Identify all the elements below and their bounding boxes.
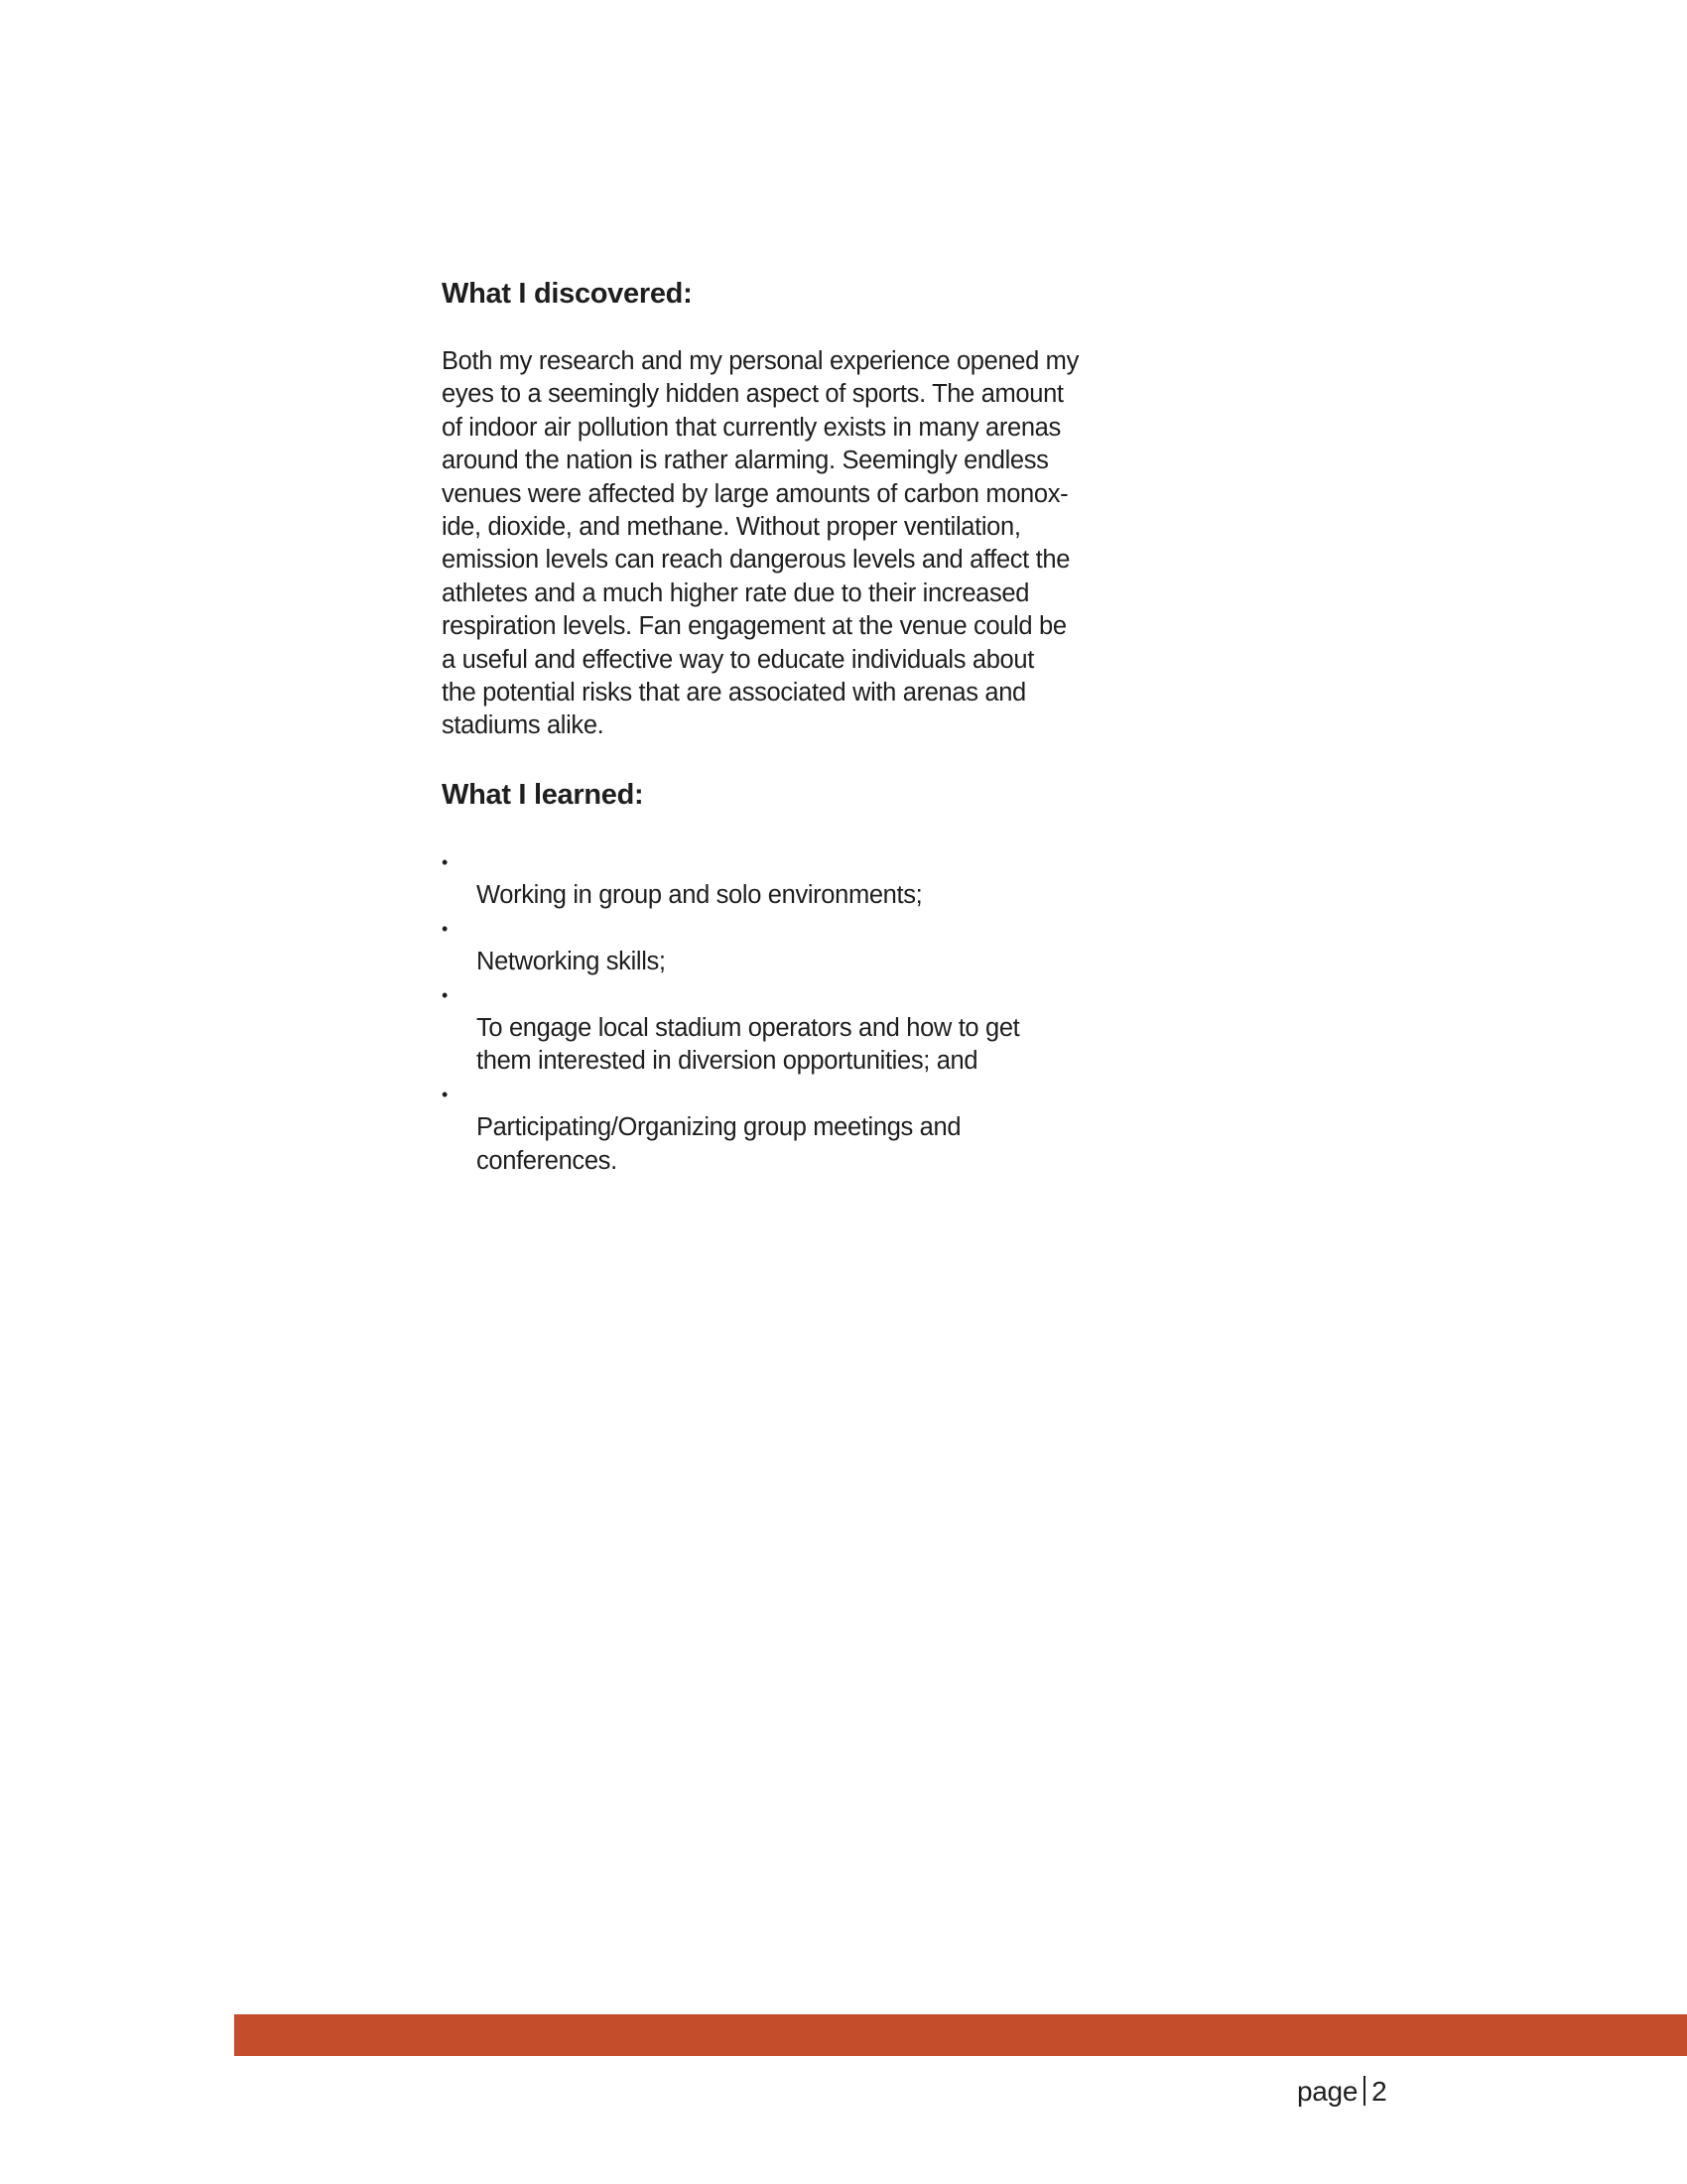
learned-heading: What I learned:: [442, 778, 644, 811]
bullet-icon: •: [442, 1084, 448, 1104]
page-content: [442, 276, 1136, 1178]
footer-accent-bar: [234, 2014, 1687, 2056]
discovered-paragraph: Both my research and my personal experience opened my eyes to a seemingly hidden aspect of sports. The amount of indoor air pollution that currently exists in many arenas around the nation is rather alarming. Seemingly endless venues were affected by large amounts of carbon monox- ide, dioxide, and methane. Without proper ventilation, emission levels can reach dangerous levels and affect the athletes and a much higher rate due to their increased respiration levels. Fan engagement at the venue could be a useful and effective way to educate individuals about the potential risks that are associated with arenas and stadiums alike.: [442, 347, 1079, 740]
page-label: page: [1297, 2076, 1359, 2107]
bullet-icon: •: [442, 918, 448, 939]
learned-list: [442, 846, 1136, 1178]
bullet-icon: •: [442, 984, 448, 1005]
discovered-heading: What I discovered:: [442, 278, 693, 310]
page-number: [1297, 2074, 1386, 2110]
list-item: [442, 979, 1136, 1079]
bullet-icon: •: [442, 851, 448, 872]
list-item: [442, 1079, 1136, 1178]
list-item-text: Working in group and solo environments;: [476, 881, 923, 910]
list-item: [442, 913, 1136, 979]
list-item-text: Participating/Organizing group meetings and conferences.: [476, 1113, 962, 1175]
list-item: [442, 846, 1136, 913]
page-separator: [1363, 2076, 1365, 2106]
list-item-text: To engage local stadium operators and how to get them interested in diversion opportunities; and: [476, 1013, 1020, 1076]
list-item-text: Networking skills;: [476, 948, 666, 976]
page-number-value: 2: [1371, 2076, 1387, 2107]
